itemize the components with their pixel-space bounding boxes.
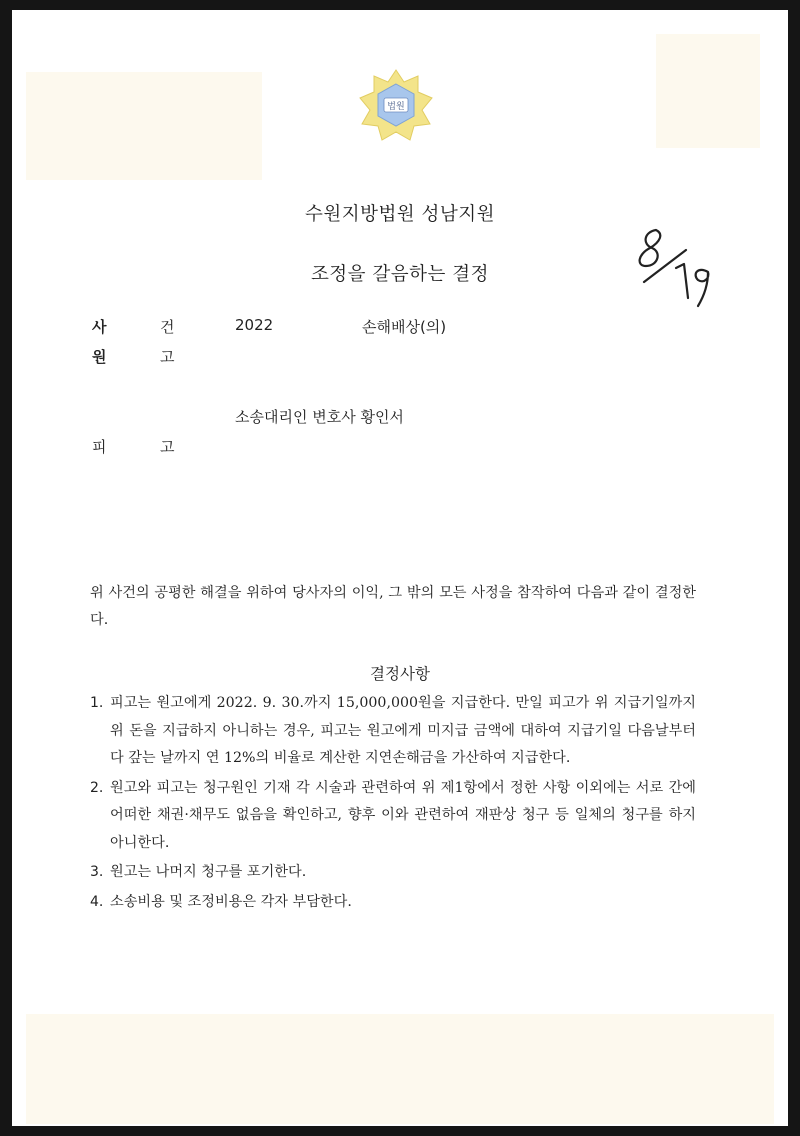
case-label-2: 건 — [160, 318, 175, 336]
intro-paragraph: 위 사건의 공평한 해결을 위하여 당사자의 이익, 그 밖의 모든 사정을 참작하여 다음과 같이 결정한다. — [90, 585, 696, 628]
defendant-label-1: 피 — [92, 438, 107, 456]
item-number: 4. — [90, 893, 104, 910]
paper-tint — [26, 1014, 774, 1124]
item-number: 2. — [90, 779, 104, 796]
case-year: 2022 — [235, 316, 274, 334]
list-item — [90, 859, 696, 887]
handwritten-page-note — [626, 226, 716, 310]
case-label-1: 사 — [92, 318, 107, 336]
plaintiff-label-2: 고 — [160, 348, 175, 366]
item-text: 원고는 나머지 청구를 포기한다. — [110, 864, 307, 880]
list-item — [90, 775, 696, 858]
decision-list — [90, 690, 696, 918]
item-text: 원고와 피고는 청구원인 기재 각 시술과 관련하여 위 제1항에서 정한 사항 이외에는 서로 간에 어떠한 채권·채무도 없음을 확인하고, 향후 이와 관련하여 재판상 청구 등 일체의 청구를 하지 아니한다. — [110, 779, 696, 851]
seal-text: 법원 — [387, 102, 405, 112]
document-page — [12, 10, 788, 1126]
plaintiff-label-1: 원 — [92, 348, 107, 366]
court-seal-icon — [358, 68, 434, 144]
item-number: 1. — [90, 695, 104, 711]
page-title: 조정을 갈음하는 결정 — [310, 264, 490, 285]
item-text: 소송비용 및 조정비용은 각자 부담한다. — [110, 893, 352, 910]
paper-tint — [26, 72, 262, 180]
list-item — [90, 889, 696, 917]
defendant-label-2: 고 — [160, 438, 175, 456]
decision-heading: 결정사항 — [370, 665, 430, 683]
counsel: 소송대리인 변호사 황인서 — [235, 408, 404, 426]
list-item — [90, 690, 696, 773]
court-name: 수원지방법원 성남지원 — [304, 204, 496, 225]
item-number: 3. — [90, 864, 104, 880]
item-text: 피고는 원고에게 2022. 9. 30.까지 15,000,000원을 지급한다. 만일 피고가 위 지급기일까지 위 돈을 지급하지 아니하는 경우, 피고는 원고에게 미지급 금액에 대하여 지급기일 다음날부터 다 갚는 날까지 연 12%의 비율로 계산한 지연손해금을 가산하여 지급한다. — [110, 695, 696, 766]
paper-tint — [656, 34, 760, 148]
case-name: 손해배상(의) — [362, 318, 447, 336]
